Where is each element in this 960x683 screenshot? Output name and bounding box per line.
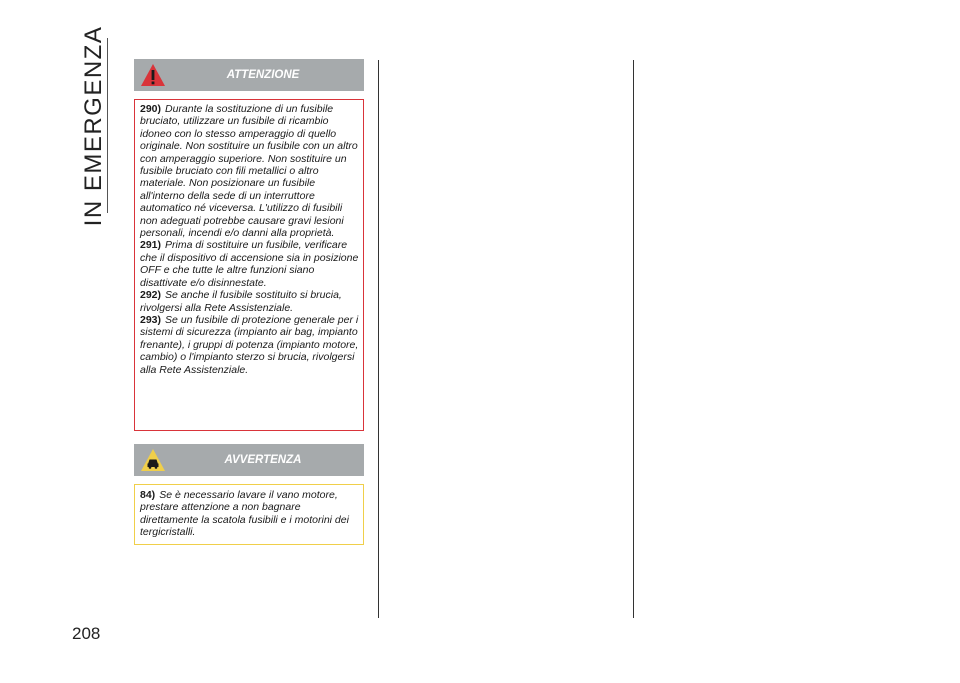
section-title-rule <box>107 38 108 213</box>
warning-note <box>140 314 359 376</box>
caution-box <box>134 484 364 545</box>
note-text: Durante la sostituzione di un fusibile bruciato, utilizzare un fusibile di ricambio idoneo con lo stesso amperaggio di quello originale. Non sostituire un fusibile con un altro con amperaggio superiore. Non sostituire un fusibile bruciato con fili metallici o altro materiale. Non posizionare un fusibile all'interno della sede di un interruttore automatico né viceversa. L'utilizzo di fusibili non adeguati potrebbe causare gravi lesioni personali, incendi e/o danni alla proprietà. <box>140 103 358 240</box>
warning-header <box>134 59 364 91</box>
warning-note <box>140 239 359 289</box>
section-title <box>74 25 114 226</box>
column-divider-1 <box>378 60 379 618</box>
caution-header <box>134 444 364 476</box>
note-number: 84) <box>140 489 156 501</box>
page-number: 208 <box>72 624 101 643</box>
note-text: Prima di sostituire un fusibile, verificare che il dispositivo di accensione sia in posizione OFF e che tutte le altre funzioni siano disattivate e/o disinnestate. <box>140 239 359 289</box>
column-divider-2 <box>633 60 634 618</box>
note-number: 290) <box>140 103 162 115</box>
warning-note <box>140 103 359 239</box>
note-text: Se anche il fusibile sostituito si brucia, rivolgersi alla Rete Assistenziale. <box>140 289 342 314</box>
caution-title: AVVERTENZA <box>224 454 302 466</box>
note-text: Se è necessario lavare il vano motore, prestare attenzione a non bagnare direttamente la scatola fusibili e i motorini dei tergicristalli. <box>140 489 349 539</box>
warning-note <box>140 289 359 314</box>
note-number: 293) <box>140 313 162 326</box>
note-number: 291) <box>140 239 162 252</box>
caution-note <box>140 489 359 539</box>
note-text: Se un fusibile di protezione generale per i sistemi di sicurezza (impianto air bag, impianto frenante), i gruppi di potenza (impianto motore, cambio) o l'impianto sterzo si brucia, rivolgersi alla Rete Assistenziale. <box>140 313 359 376</box>
note-number: 292) <box>140 289 162 302</box>
warning-box <box>134 99 364 431</box>
warning-title: ATTENZIONE <box>226 69 300 81</box>
section-title-text: IN EMERGENZA <box>80 25 107 226</box>
